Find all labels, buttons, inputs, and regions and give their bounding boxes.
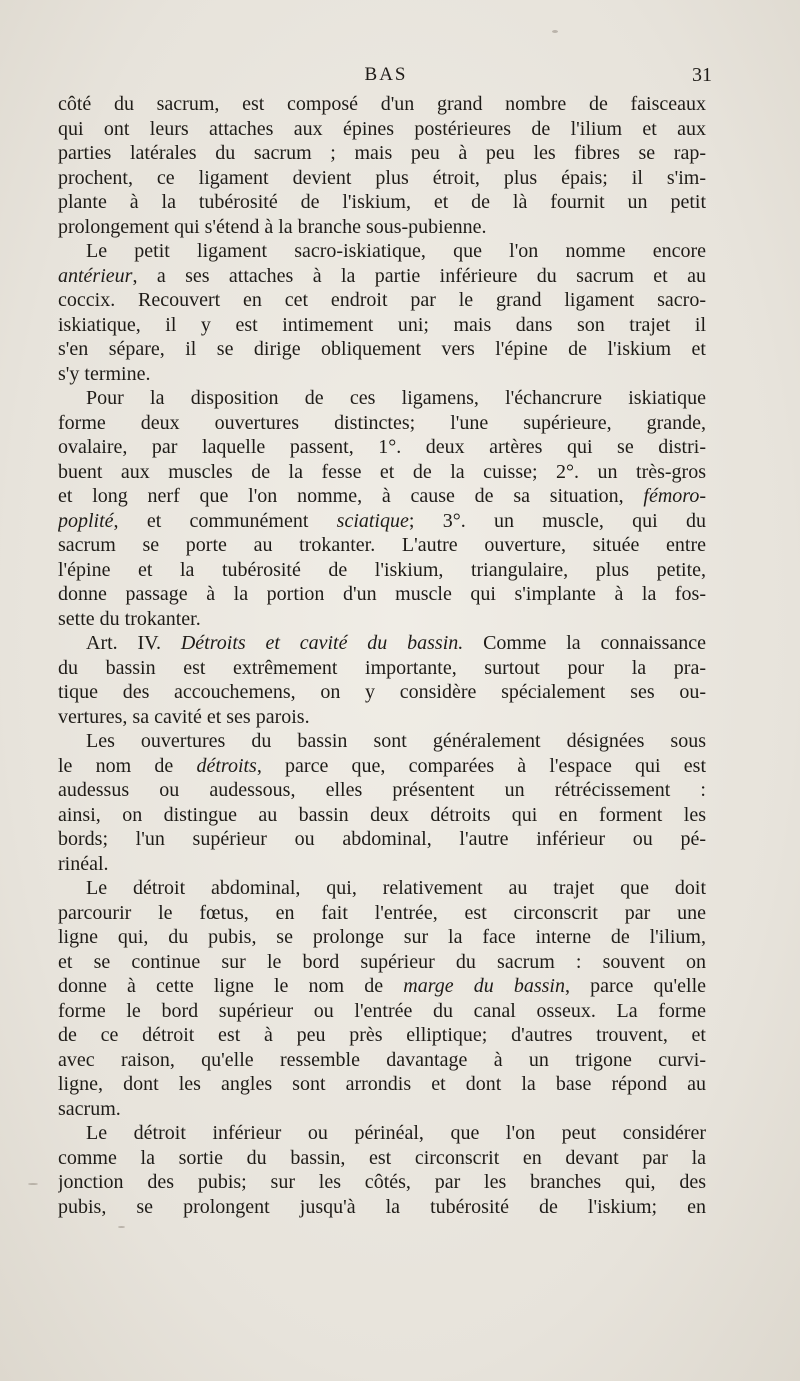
text-line [58,509,706,534]
text-line: côté du sacrum, est composé d'un grand nombre de faisceaux [58,93,706,115]
text-run: Comme la connaissance [463,632,706,654]
text-line [58,264,706,289]
text-run: , a ses attaches à la partie inférieure du sacrum et au [132,264,706,287]
ink-speck [118,1226,125,1228]
text-line: iskiatique, il y est intimement uni; mais dans son trajet il [58,313,706,336]
text-line: s'en sépare, il se dirige obliquement vers l'épine de l'iskium et [58,338,706,360]
text-line: tique des accouchemens, on y considère spécialement ses ou- [58,681,706,703]
text-line: sette du trokanter. [58,607,201,630]
italic-term: poplité [58,509,114,532]
italic-term: antérieur [58,264,133,287]
text-line: prochent, ce ligament devient plus étroit, plus épais; il s'im- [58,166,706,189]
text-line: forme deux ouvertures distinctes; l'une supérieure, grande, [58,411,706,434]
text-line: parties latérales du sacrum ; mais peu à peu les fibres se rap- [58,142,706,164]
text-line: s'y termine. [58,362,151,385]
ink-speck [28,1183,38,1185]
text-line: sacrum se porte au trokanter. L'autre ouverture, située entre [58,534,706,556]
text-line [58,631,706,656]
text-line [58,754,706,779]
text-line: buent aux muscles de la fesse et de la cuisse; 2°. un très-gros [58,460,706,483]
text-line: forme le bord supérieur ou l'entrée du canal osseux. La forme [58,999,706,1022]
text-line: bords; l'un supérieur ou abdominal, l'autre inférieur ou pé- [58,828,706,850]
running-head: BAS [364,64,408,85]
italic-term: Détroits et cavité du bassin. [180,632,464,654]
italic-term: marge du bassin [403,975,565,997]
page-number: 31 [692,64,712,86]
text-line: qui ont leurs attaches aux épines postérieures de l'ilium et aux [58,117,706,140]
text-line: et se continue sur le bord supérieur du sacrum : souvent on [58,950,706,973]
text-line: ligne qui, du pubis, se prolonge sur la face interne de l'ilium, [58,926,706,948]
text-line: du bassin est extrêmement importante, surtout pour la pra- [58,656,706,679]
text-line: prolongement qui s'étend à la branche sous-pubienne. [58,215,487,238]
text-run: et long nerf que l'on nomme, à cause de sa situation, [58,485,644,507]
text-line: sacrum. [58,1097,121,1120]
text-line: de ce détroit est à peu près elliptique; d'autres trouvent, et [58,1024,706,1046]
text-line: rinéal. [58,852,109,875]
ink-speck [552,30,558,33]
page-header [60,64,712,92]
text-line: Le détroit abdominal, qui, relativement au trajet que doit [86,877,706,899]
text-run: Art. IV. [86,632,181,654]
text-line: Le détroit inférieur ou périnéal, que l'on peut considérer [86,1122,706,1144]
text-line: comme la sortie du bassin, est circonscrit en devant par la [58,1146,706,1169]
text-line: ainsi, on distingue au bassin deux détroits qui en forment les [58,803,706,826]
text-run: le nom de [58,754,197,777]
text-line: pubis, se prolongent jusqu'à la tubérosité de l'iskium; en [58,1195,706,1218]
text-line: vertures, sa cavité et ses parois. [58,705,310,728]
text-run: ; 3°. un muscle, qui du [408,509,706,532]
text-line: ligne, dont les angles sont arrondis et dont la base répond au [58,1073,706,1095]
text-line: donne passage à la portion d'un muscle qui s'implante à la fos- [58,583,706,605]
text-line: Le petit ligament sacro-iskiatique, que l'on nomme encore [86,240,706,262]
text-line [58,974,706,999]
text-line: avec raison, qu'elle ressemble davantage à un trigone curvi- [58,1048,706,1071]
text-line: ovalaire, par laquelle passent, 1°. deux artères qui se distri- [58,436,706,458]
text-run: donne à cette ligne le nom de [58,975,404,997]
text-run: , parce qu'elle [565,975,706,997]
text-run: , et communément [113,509,337,532]
text-line: Pour la disposition de ces ligamens, l'échancrure iskiatique [86,387,706,409]
italic-term: sciatique [336,509,409,532]
italic-term: détroits [196,754,257,777]
text-line: coccix. Recouvert en cet endroit par le grand ligament sacro- [58,289,706,311]
text-line: Les ouvertures du bassin sont généralement désignées sous [86,730,706,752]
text-line: jonction des pubis; sur les côtés, par les branches qui, des [58,1171,706,1193]
text-line: parcourir le fœtus, en fait l'entrée, est circonscrit par une [58,901,706,924]
text-line: l'épine et la tubérosité de l'iskium, triangulaire, plus petite, [58,558,706,581]
body-text [58,92,706,1219]
italic-term: fémoro- [643,485,706,507]
text-line: audessus ou audessous, elles présentent un rétrécissement : [58,779,706,801]
text-line: plante à la tubérosité de l'iskium, et de là fournit un petit [58,191,706,213]
text-run: , parce que, comparées à l'espace qui est [256,754,706,777]
text-line [58,484,706,509]
